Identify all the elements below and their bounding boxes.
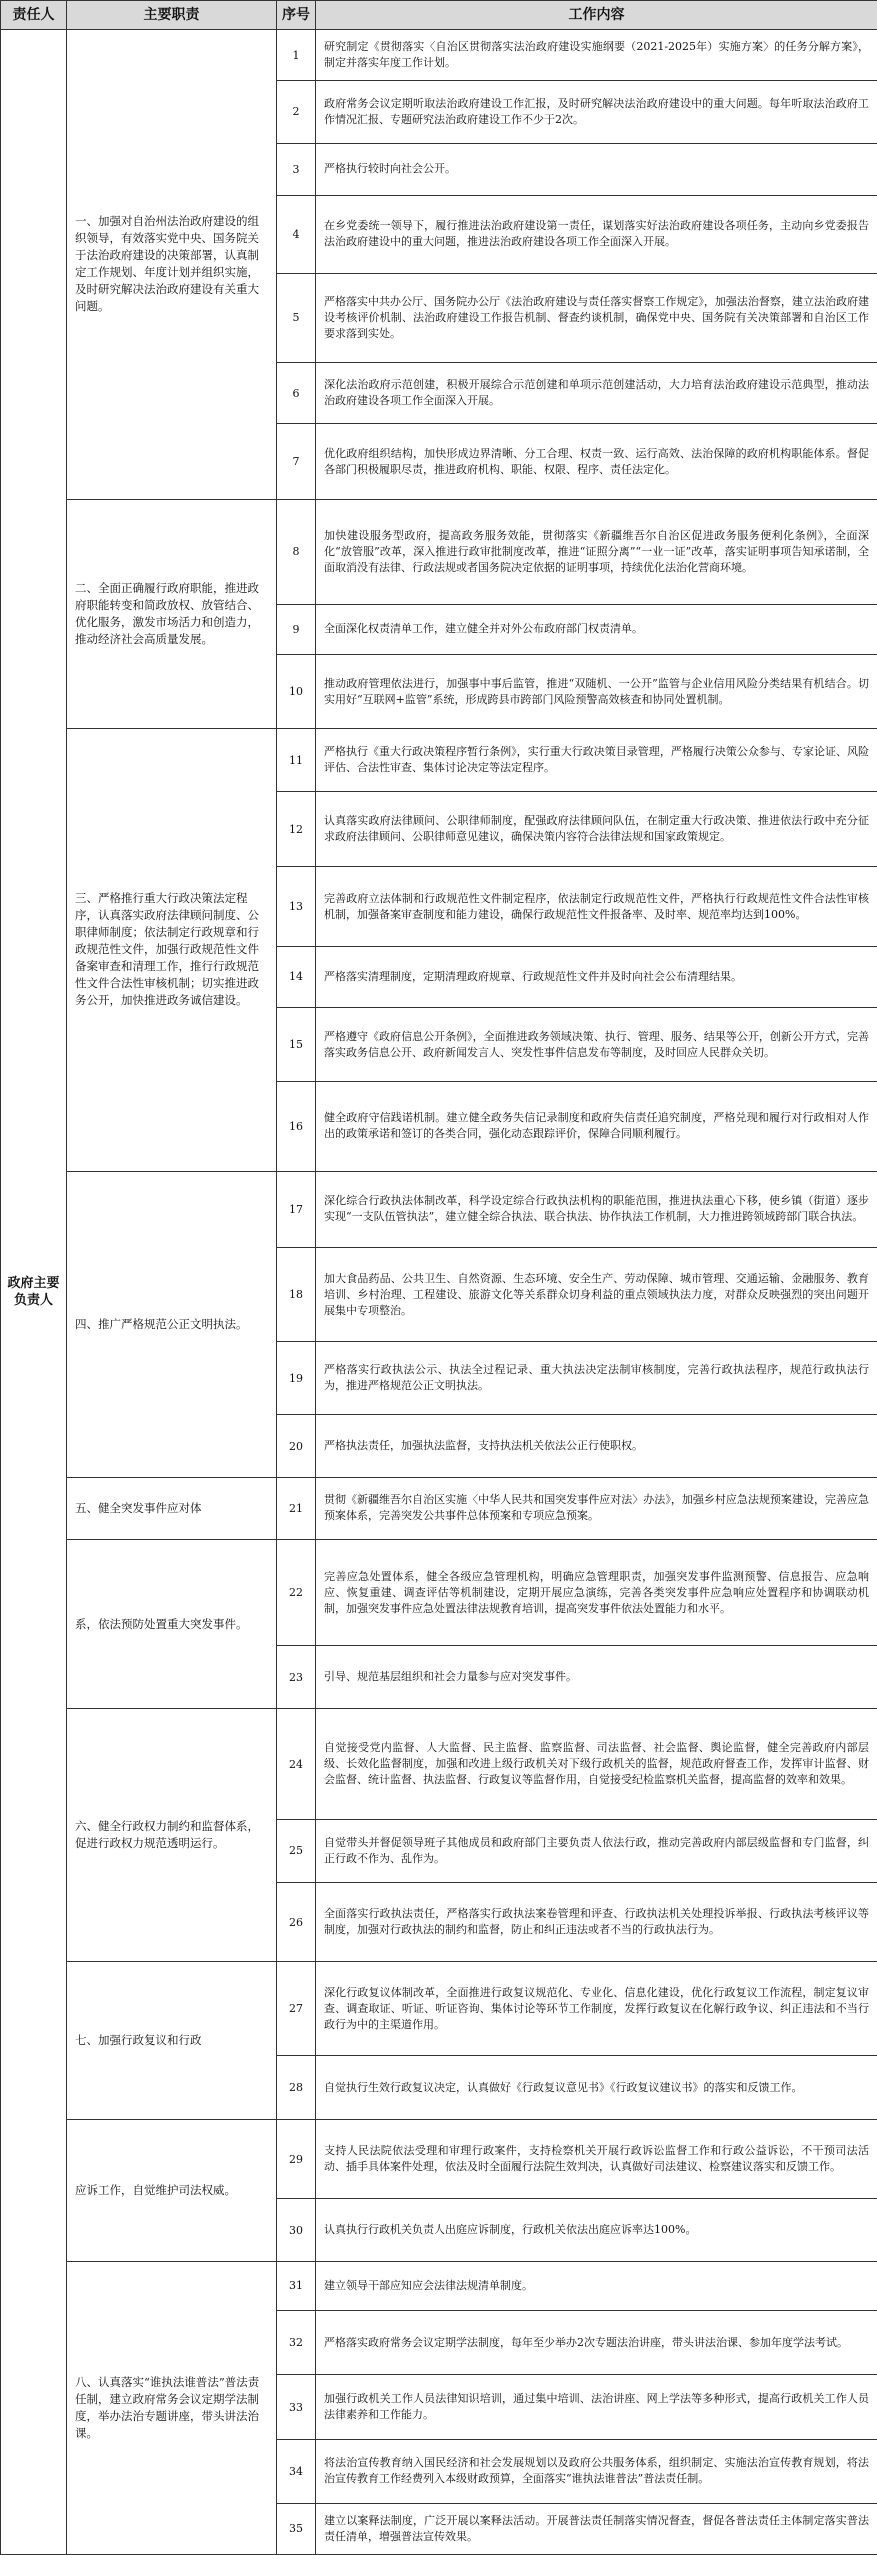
- row-number: 29: [277, 2120, 316, 2199]
- row-content: 全面落实行政执法责任，严格落实行政执法案卷管理和评查、行政执法机关处理投诉举报、行政执法考核评议等制度，加强对行政执法的制约和监督，防止和纠正违法或者不当的行政执法行为。: [316, 1883, 877, 1962]
- header-duty: 主要职责: [67, 1, 277, 30]
- row-number: 7: [277, 424, 316, 500]
- row-number: 20: [277, 1415, 316, 1477]
- table-header-row: [1, 1, 877, 30]
- row-number: 30: [277, 2199, 316, 2261]
- row-content: 完善应急处置体系，健全各级应急管理机构，明确应急管理职责，加强突发事件监测预警、信息报告、应急响应、恢复重建、调查评估等机制建设，定期开展应急演练，完善各类突发事件应急响应处置程序和协调联动机制，加强突发事件应急处置法律法规教育培训，提高突发事件依法处置能力和水平。: [316, 1540, 877, 1646]
- row-number: 3: [277, 143, 316, 195]
- row-content: 加强行政机关工作人员法律知识培训，通过集中培训、法治讲座、网上学法等多种形式，提高行政机关工作人员法律素养和工作能力。: [316, 2375, 877, 2440]
- duty-cell: 二、全面正确履行政府职能，推进政府职能转变和简政放权、放管结合、优化服务，激发市场活力和创造力，推动经济社会高质量发展。: [67, 499, 277, 728]
- row-number: 34: [277, 2440, 316, 2503]
- row-number: 26: [277, 1883, 316, 1962]
- row-number: 9: [277, 604, 316, 654]
- duty-cell: 八、认真落实“谁执法谁普法”普法责任制，建立政府常务会议定期学法制度，举办法治专题讲座，带头讲法治课。: [67, 2261, 277, 2554]
- row-content: 支持人民法院依法受理和审理行政案件，支持检察机关开展行政诉讼监督工作和行政公益诉讼，不干预司法活动、插手具体案件处理，依法及时全面履行法院生效判决，认真做好司法建议、检察建议落实和反馈工作。: [316, 2120, 877, 2199]
- row-number: 10: [277, 654, 316, 729]
- row-number: 22: [277, 1540, 316, 1646]
- table-row: [1, 1171, 877, 1248]
- table-row: [1, 729, 877, 791]
- duty-cell: 系，依法预防处置重大突发事件。: [67, 1540, 277, 1709]
- row-content: 建立领导干部应知应会法律法规清单制度。: [316, 2261, 877, 2310]
- responsible-person: 政府主要负责人: [1, 30, 67, 2555]
- header-content: 工作内容: [316, 1, 877, 30]
- table-row: [1, 499, 877, 604]
- duty-cell: 四、推广严格规范公正文明执法。: [67, 1171, 277, 1477]
- row-number: 28: [277, 2055, 316, 2120]
- row-content: 认真执行行政机关负责人出庭应诉制度，行政机关依法出庭应诉率达100%。: [316, 2199, 877, 2261]
- row-number: 18: [277, 1248, 316, 1342]
- row-content: 加快建设服务型政府，提高政务服务效能，贯彻落实《新疆维吾尔自治区促进政务服务便利化条例》，全面深化“放管服”改革，深入推进行政审批制度改革，推进“证照分离”“一业一证”改革，落实证明事项告知承诺制，全面取消没有法律、行政法规或者国务院决定依据的证明事项，持续优化法治化营商环境。: [316, 499, 877, 604]
- row-number: 21: [277, 1477, 316, 1539]
- row-content: 推动政府管理依法进行，加强事中事后监管，推进“双随机、一公开”监管与企业信用风险分类结果有机结合。切实用好“互联网+监管”系统，形成跨县市跨部门风险预警高效核查和协同处置机制。: [316, 654, 877, 729]
- row-number: 23: [277, 1645, 316, 1708]
- row-content: 严格落实政府常务会议定期学法制度，每年至少举办2次专题法治讲座，带头讲法治课、参加年度学法考试。: [316, 2310, 877, 2375]
- row-content: 深化行政复议体制改革，全面推进行政复议规范化、专业化、信息化建设，优化行政复议工作流程，制定复议审查、调查取证、听证、听证咨询、集体讨论等环节工作制度，发挥行政复议在化解行政争议、纠正违法和不当行政行为中的主渠道作用。: [316, 1962, 877, 2056]
- row-number: 4: [277, 195, 316, 273]
- row-content: 贯彻《新疆维吾尔自治区实施〈中华人民共和国突发事件应对法〉办法》，加强乡村应急法规预案建设，完善应急预案体系，完善突发公共事件总体预案和专项应急预案。: [316, 1477, 877, 1539]
- row-content: 自觉带头并督促领导班子其他成员和政府部门主要负责人依法行政，推动完善政府内部层级监督和专门监督，纠正行政不作为、乱作为。: [316, 1819, 877, 1882]
- table-row: [1, 1962, 877, 2056]
- table-row: [1, 2261, 877, 2310]
- row-content: 深化法治政府示范创建，积极开展综合示范创建和单项示范创建活动，大力培育法治政府建设示范典型，推动法治政府建设各项工作全面深入开展。: [316, 362, 877, 423]
- row-content: 自觉接受党内监督、人大监督、民主监督、监察监督、司法监督、社会监督、舆论监督，健全完善政府内部层级、长效化监督制度，加强和改进上级行政机关对下级行政机关的监督，规范政府督查工作，发挥审计监督、财会监督、统计监督、执法监督、行政复议等监督作用，自觉接受纪检监察机关监督，提高监督的效率和效果。: [316, 1709, 877, 1819]
- row-content: 建立以案释法制度，广泛开展以案释法活动。开展普法责任制落实情况督查，督促各普法责任主体制定落实普法责任清单，增强普法宣传效果。: [316, 2503, 877, 2555]
- duty-cell: 七、加强行政复议和行政: [67, 1962, 277, 2120]
- table-row: [1, 2120, 877, 2199]
- row-content: 优化政府组织结构，加快形成边界清晰、分工合理、权责一致、运行高效、法治保障的政府机构职能体系。督促各部门积极履职尽责，推进政府机构、职能、权限、程序、责任法定化。: [316, 424, 877, 500]
- row-number: 31: [277, 2261, 316, 2310]
- header-number: 序号: [277, 1, 316, 30]
- row-number: 5: [277, 273, 316, 362]
- header-responsible: 责任人: [1, 1, 67, 30]
- table-row: [1, 1540, 877, 1646]
- row-content: 在乡党委统一领导下，履行推进法治政府建设第一责任，谋划落实好法治政府建设各项任务，主动向乡党委报告法治政府建设中的重大问题，推进法治政府建设各项工作全面深入开展。: [316, 195, 877, 273]
- row-number: 32: [277, 2310, 316, 2375]
- row-content: 严格落实清理制度，定期清理政府规章、行政规范性文件并及时向社会公布清理结果。: [316, 946, 877, 1007]
- row-number: 33: [277, 2375, 316, 2440]
- table-row: [1, 1709, 877, 1819]
- row-number: 16: [277, 1082, 316, 1171]
- row-number: 12: [277, 791, 316, 867]
- row-content: 自觉执行生效行政复议决定，认真做好《行政复议意见书》《行政复议建议书》的落实和反馈工作。: [316, 2055, 877, 2120]
- row-content: 全面深化权责清单工作，建立健全并对外公布政府部门权责清单。: [316, 604, 877, 654]
- row-content: 加大食品药品、公共卫生、自然资源、生态环境、安全生产、劳动保障、城市管理、交通运输、金融服务、教育培训、乡村治理、工程建设、旅游文化等关系群众切身利益的重点领域执法力度，对群众反映强烈的突出问题开展集中专项整治。: [316, 1248, 877, 1342]
- duty-cell: 应诉工作，自觉维护司法权威。: [67, 2120, 277, 2261]
- row-number: 1: [277, 30, 316, 81]
- row-number: 25: [277, 1819, 316, 1882]
- row-content: 认真落实政府法律顾问、公职律师制度，配强政府法律顾问队伍，在制定重大行政决策、推进依法行政中充分征求政府法律顾问、公职律师意见建议，确保决策内容符合法律法规和国家政策规定。: [316, 791, 877, 867]
- row-number: 14: [277, 946, 316, 1007]
- row-number: 27: [277, 1962, 316, 2056]
- duty-cell: 六、健全行政权力制约和监督体系，促进行政权力规范透明运行。: [67, 1709, 277, 1962]
- row-number: 15: [277, 1007, 316, 1082]
- table-row: [1, 1477, 877, 1539]
- row-content: 将法治宣传教育纳入国民经济和社会发展规划以及政府公共服务体系，组织制定、实施法治宣传教育规划，将法治宣传教育工作经费列入本级财政预算，全面落实“谁执法谁普法”普法责任制。: [316, 2440, 877, 2503]
- row-content: 健全政府守信践诺机制。建立健全政务失信记录制度和政府失信责任追究制度，严格兑现和履行对行政相对人作出的政策承诺和签订的各类合同，强化动态跟踪评价，保障合同顺利履行。: [316, 1082, 877, 1171]
- row-content: 严格执法责任，加强执法监督，支持执法机关依法公正行使职权。: [316, 1415, 877, 1477]
- row-content: 严格落实中共办公厅、国务院办公厅《法治政府建设与责任落实督察工作规定》，加强法治督察，建立法治政府建设考核评价机制、法治政府建设工作报告机制、督查约谈机制，确保党中央、国务院有关决策部署和自治区工作要求落到实处。: [316, 273, 877, 362]
- row-content: 研究制定《贯彻落实〈自治区贯彻落实法治政府建设实施纲要（2021-2025年）实施方案〉的任务分解方案》，制定并落实年度工作计划。: [316, 30, 877, 81]
- row-content: 引导、规范基层组织和社会力量参与应对突发事件。: [316, 1645, 877, 1708]
- row-number: 17: [277, 1171, 316, 1248]
- row-number: 6: [277, 362, 316, 423]
- row-content: 严格落实行政执法公示、执法全过程记录、重大执法决定法制审核制度，完善行政执法程序，规范行政执法行为，推进严格规范公正文明执法。: [316, 1341, 877, 1415]
- duty-cell: 五、健全突发事件应对体: [67, 1477, 277, 1539]
- row-number: 8: [277, 499, 316, 604]
- row-content: 政府常务会议定期听取法治政府建设工作汇报，及时研究解决法治政府建设中的重大问题。每年听取法治政府工作情况汇报、专题研究法治政府建设工作不少于2次。: [316, 81, 877, 143]
- duty-cell: 一、加强对自治州法治政府建设的组织领导，有效落实党中央、国务院关于法治政府建设的决策部署，认真制定工作规划、年度计划并组织实施，及时研究解决法治政府建设有关重大问题。: [67, 30, 277, 500]
- row-content: 完善政府立法体制和行政规范性文件制定程序，依法制定行政规范性文件，严格执行行政规范性文件合法性审核机制，加强备案审查制度和能力建设，确保行政规范性文件报备率、及时率、规范率均达到100%。: [316, 867, 877, 946]
- row-content: 严格遵守《政府信息公开条例》，全面推进政务领域决策、执行、管理、服务、结果等公开，创新公开方式，完善落实政务信息公开、政府新闻发言人、突发性事件信息发布等制度，及时回应人民群众关切。: [316, 1007, 877, 1082]
- row-number: 11: [277, 729, 316, 791]
- row-number: 24: [277, 1709, 316, 1819]
- row-number: 35: [277, 2503, 316, 2555]
- row-number: 13: [277, 867, 316, 946]
- row-content: 严格执行较时向社会公开。: [316, 143, 877, 195]
- row-content: 深化综合行政执法体制改革，科学设定综合行政执法机构的职能范围，推进执法重心下移，使乡镇（街道）逐步实现“一支队伍管执法”，建立健全综合执法、联合执法、协作执法工作机制，大力推进跨领域跨部门联合执法。: [316, 1171, 877, 1248]
- row-number: 19: [277, 1341, 316, 1415]
- table-row: [1, 30, 877, 81]
- row-number: 2: [277, 81, 316, 143]
- duty-cell: 三、严格推行重大行政决策法定程序，认真落实政府法律顾问制度、公职律师制度；依法制定行政规章和行政规范性文件，加强行政规范性文件备案审查和清理工作，推行行政规范性文件合法性审核机制；切实推进政务公开，加快推进政务诚信建设。: [67, 729, 277, 1171]
- row-content: 严格执行《重大行政决策程序暂行条例》，实行重大行政决策目录管理，严格履行决策公众参与、专家论证、风险评估、合法性审查、集体讨论决定等法定程序。: [316, 729, 877, 791]
